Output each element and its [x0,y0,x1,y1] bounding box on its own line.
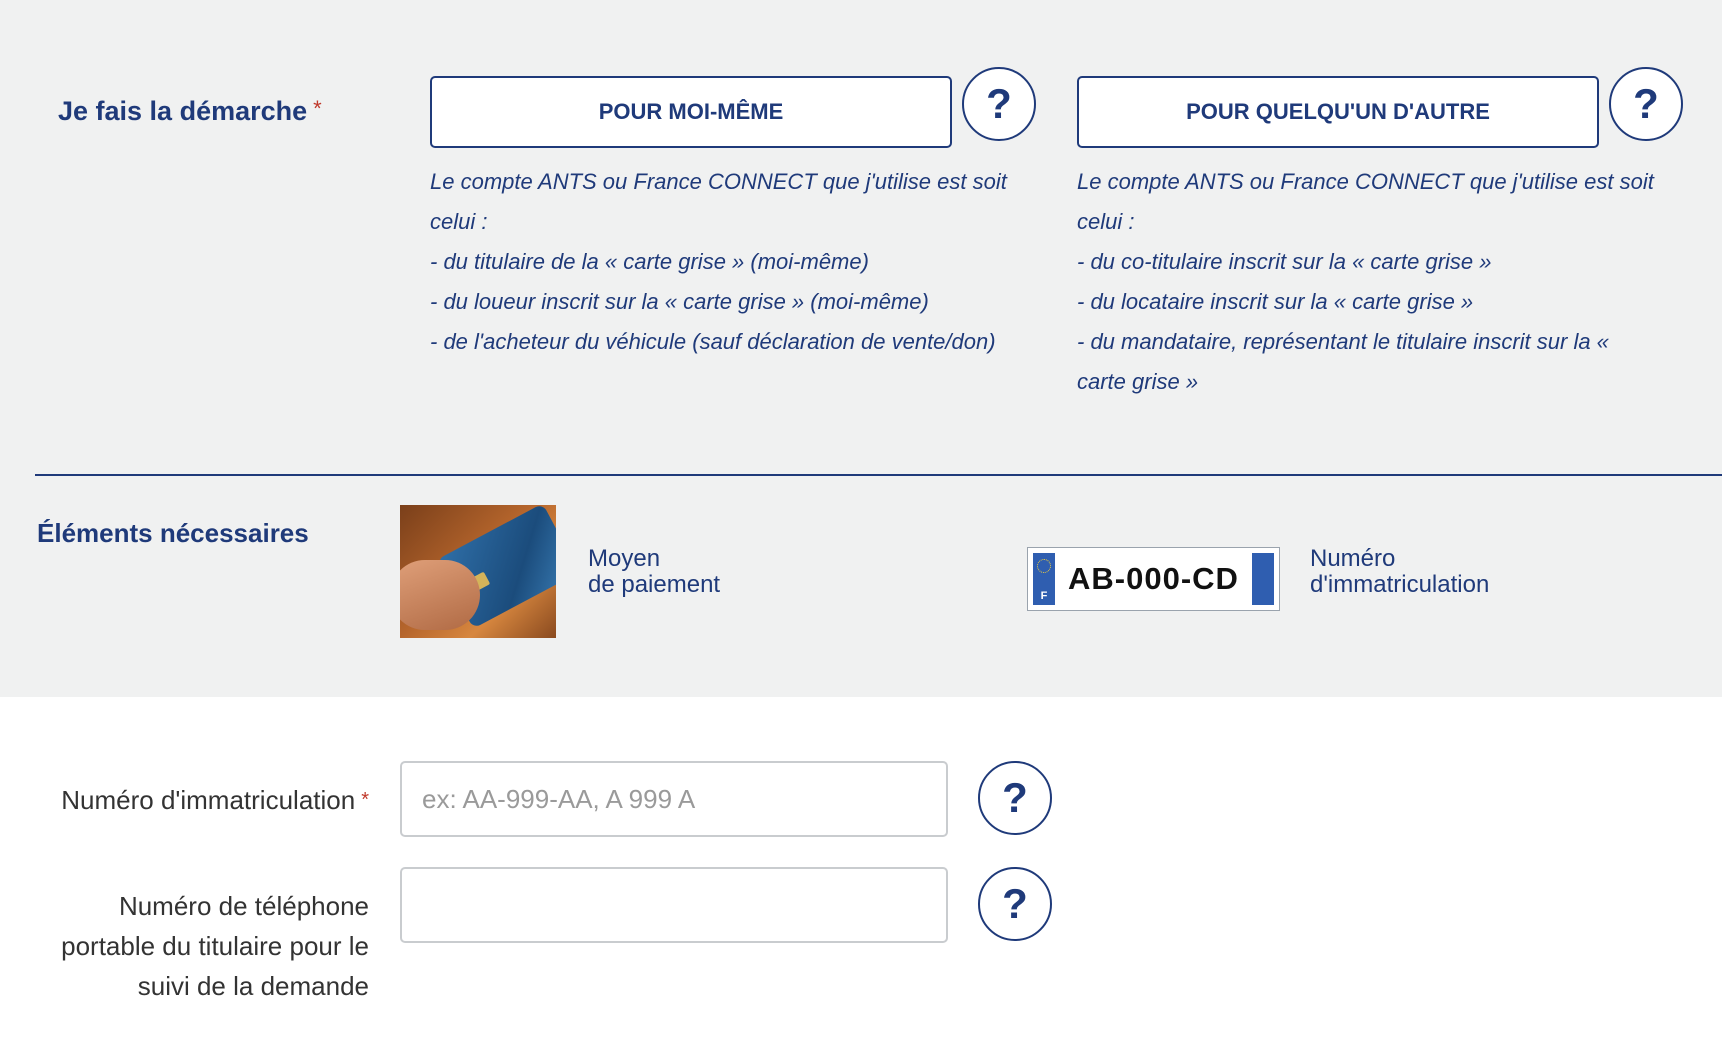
registration-field-label [61,780,369,820]
eu-stars-icon [1037,559,1051,573]
description-line: carte grise » [1077,369,1199,394]
registration-label-text: Numéro d'immatriculation [61,785,356,815]
eu-band [1033,553,1055,605]
phone-label-line: suivi de la demande [137,971,369,1001]
description-line: Le compte ANTS ou France CONNECT que j'utilise est soit [1077,169,1654,194]
payment-line-1: Moyen [588,545,661,572]
phone-label-line: portable du titulaire pour le [61,931,369,961]
description-line: - de l'acheteur du véhicule (sauf déclaration de vente/don) [430,329,996,354]
plate-country-code: F [1040,590,1048,602]
registration-number-input[interactable] [400,761,948,837]
phone-label-line: Numéro de téléphone [118,891,369,921]
section-divider [35,474,1722,476]
description-line: celui : [430,209,488,234]
description-line: celui : [1077,209,1135,234]
help-icon-registration[interactable]: ? [978,761,1052,835]
for-someone-else-description [1077,162,1717,402]
required-mark: * [361,789,369,811]
description-line: - du titulaire de la « carte grise » (moi-même) [430,249,869,274]
payment-line-2: de paiement [588,571,721,598]
registration-line-1: Numéro [1310,545,1396,572]
for-someone-else-button[interactable]: POUR QUELQU'UN D'AUTRE [1077,76,1599,148]
required-elements-label: Éléments nécessaires [37,518,309,548]
help-icon-phone[interactable]: ? [978,867,1052,941]
phone-field-label [61,886,369,1006]
for-myself-description [430,162,1040,362]
description-line: Le compte ANTS ou France CONNECT que j'utilise est soit [430,169,1007,194]
payment-method-text [588,546,720,598]
required-mark: * [313,96,322,121]
description-line: - du co-titulaire inscrit sur la « carte grise » [1077,249,1492,274]
help-icon-for-myself[interactable]: ? [962,67,1036,141]
demarche-label [58,96,322,127]
help-icon-for-someone-else[interactable]: ? [1609,67,1683,141]
plate-number: AB-000-CD [1068,561,1239,596]
for-myself-button[interactable]: POUR MOI-MÊME [430,76,952,148]
registration-line-2: d'immatriculation [1310,571,1490,598]
description-line: - du mandataire, représentant le titulaire inscrit sur la « [1077,329,1609,354]
registration-number-text [1310,546,1489,598]
region-band [1252,553,1274,605]
description-line: - du loueur inscrit sur la « carte grise » (moi-même) [430,289,929,314]
mobile-phone-input[interactable] [400,867,948,943]
credit-card-image [400,505,556,638]
description-line: - du locataire inscrit sur la « carte grise » [1077,289,1474,314]
hand-shape [400,560,480,630]
license-plate-image [1027,547,1280,611]
demarche-label-text: Je fais la démarche [58,96,308,126]
